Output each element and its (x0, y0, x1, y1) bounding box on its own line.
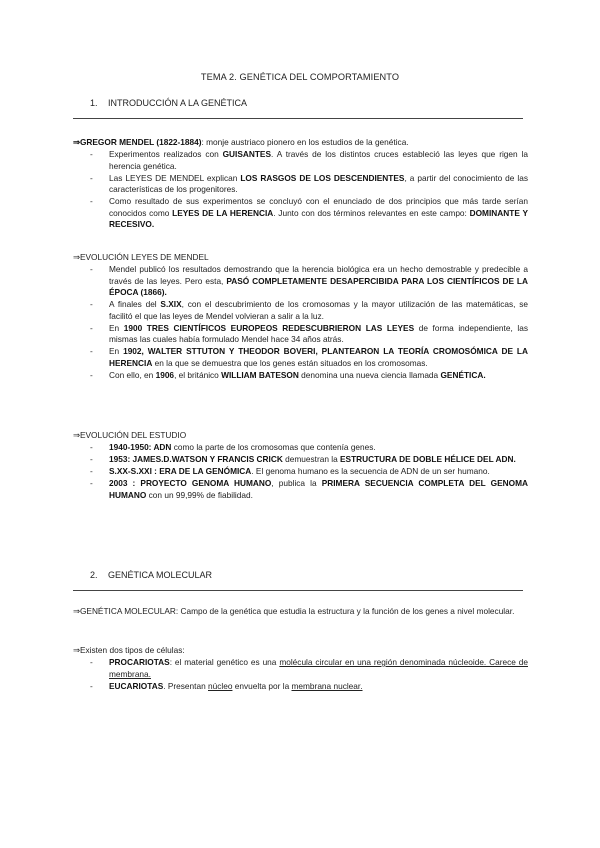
molecular-definition: ⇒GENÉTICA MOLECULAR: Campo de la genética que estudia la estructura y la función de los genes a nivel molecular. (73, 606, 515, 616)
section-label: GENÉTICA MOLECULAR (108, 570, 213, 580)
mendel-list (90, 149, 528, 231)
list-item: - Las LEYES DE MENDEL explican LOS RASGOS DE LOS DESCENDIENTES, a partir del conocimiento de las características de los progenitores. (90, 173, 528, 196)
list-item: - 1953: JAMES.D.WATSON Y FRANCIS CRICK demuestran la ESTRUCTURA DE DOBLE HÉLICE DEL ADN. (90, 454, 528, 466)
mendel-heading: ⇒GREGOR MENDEL (1822-1884): monje austriaco pionero en los estudios de la genética. (73, 137, 409, 147)
list-item: - 2003 : PROYECTO GENOMA HUMANO, publica la PRIMERA SECUENCIA COMPLETA DEL GENOMA HUMANO con un 99,99% de fiabilidad. (90, 478, 528, 501)
list-item: - Experimentos realizados con GUISANTES. A través de los distintos cruces estableció las leyes que rigen la herencia genética. (90, 149, 528, 172)
section-number: 1. (90, 98, 98, 108)
estudio-heading: ⇒EVOLUCIÓN DEL ESTUDIO (73, 430, 187, 440)
list-item: - Con ello, en 1906, el británico WILLIAM BATESON denomina una nueva ciencia llamada GENÉTICA. (90, 370, 528, 382)
leyes-heading: ⇒EVOLUCIÓN LEYES DE MENDEL (73, 252, 209, 262)
section-heading-1 (90, 98, 247, 110)
list-item: - PROCARIOTAS: el material genético es una molécula circular en una región denominada núcleoide. Carece de membrana. (90, 657, 528, 680)
leyes-list (90, 264, 528, 382)
list-item: - EUCARIOTAS. Presentan núcleo envuelta por la membrana nuclear. (90, 681, 528, 693)
estudio-list (90, 442, 528, 502)
section-number: 2. (90, 570, 98, 580)
list-item: - A finales del S.XIX, con el descubrimiento de los cromosomas y la mayor utilización de las matemáticas, se facilitó el que las leyes de Mendel volvieran a salir a la luz. (90, 299, 528, 322)
list-item: - Como resultado de sus experimentos se concluyó con el enunciado de dos principios que más tarde serían conocidos como LEYES DE LA HERENCIA. Junto con dos términos relevantes en este campo: DOMINANTE Y RECESIVO. (90, 196, 528, 231)
list-item: - En 1902, WALTER STTUTON Y THEODOR BOVERI, PLANTEARON LA TEORÍA CROMOSÓMICA DE LA HERENCIA en la que se demuestra que los genes están situados en los cromosomas. (90, 346, 528, 369)
celulas-heading: ⇒Existen dos tipos de células: (73, 645, 185, 655)
list-item: - En 1900 TRES CIENTÍFICOS EUROPEOS REDESCUBRIERON LAS LEYES de forma independiente, las mismas las cuales había formulado Mendel hace 34 años atrás. (90, 323, 528, 346)
divider (73, 590, 523, 591)
list-item: - Mendel publicó los resultados demostrando que la herencia biológica era un hecho demostrable y predecible a través de las leyes. Pero esta, PASÓ COMPLETAMENTE DESAPERCIBIDA PARA LOS CIENTÍFICOS DE LA ÉPOCA (1866). (90, 264, 528, 299)
celulas-list (90, 657, 528, 693)
list-item: - 1940-1950: ADN como la parte de los cromosomas que contenía genes. (90, 442, 528, 454)
list-item: - S.XX-S.XXI : ERA DE LA GENÓMICA. El genoma humano es la secuencia de ADN de un ser humano. (90, 466, 528, 478)
page-title: TEMA 2. GENÉTICA DEL COMPORTAMIENTO (200, 72, 400, 82)
section-label: INTRODUCCIÓN A LA GENÉTICA (108, 98, 248, 108)
section-heading-2 (90, 570, 212, 582)
divider (73, 118, 523, 119)
